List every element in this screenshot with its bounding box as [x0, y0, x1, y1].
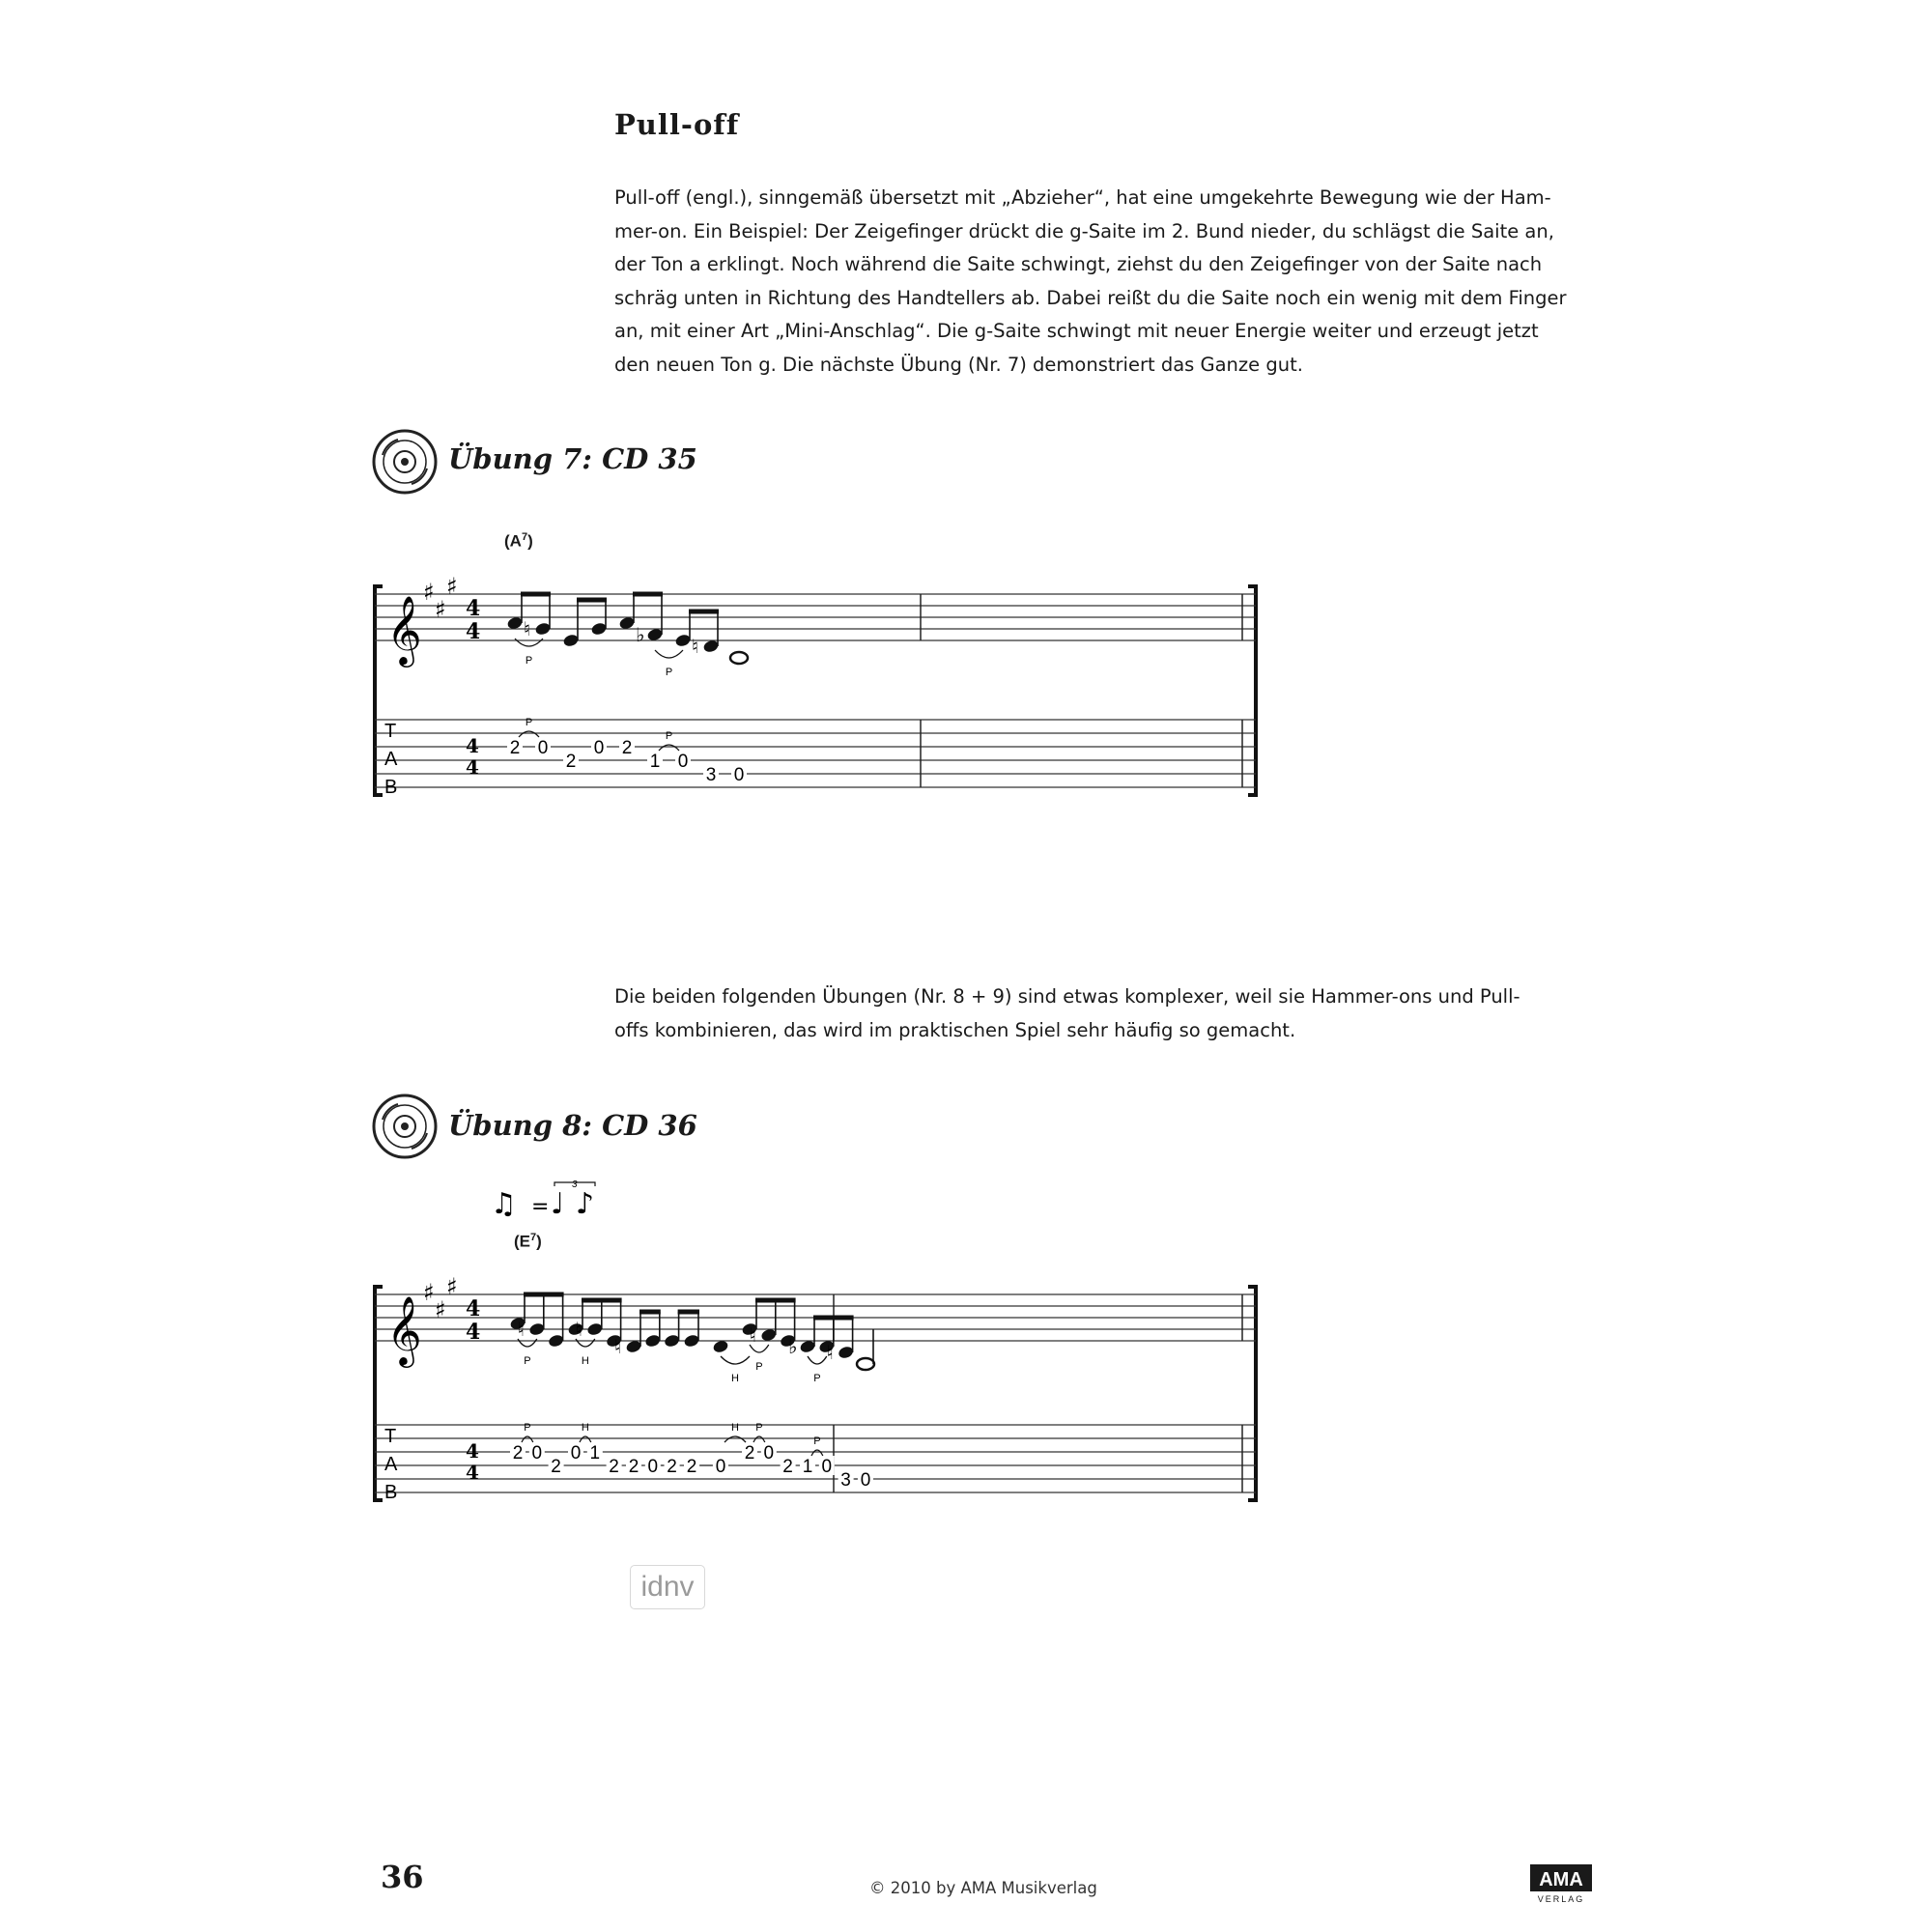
tab-technique-label: H [731, 1422, 739, 1434]
technique-label: P [524, 1355, 531, 1367]
tab-number: 2 [782, 1457, 793, 1477]
tab-letter: T [384, 1426, 397, 1447]
tab-number: 2 [686, 1457, 697, 1477]
tab-number: 2 [512, 1443, 524, 1463]
tab-number: 0 [860, 1470, 871, 1491]
tab-letter: A [384, 749, 398, 770]
swing-eighth: ♪ [576, 1187, 595, 1221]
tab-slur [522, 1436, 533, 1442]
tab-slur [724, 1436, 746, 1442]
copyright-notice: © 2010 by AMA Musikverlag [869, 1879, 1097, 1897]
tab-number: 0 [763, 1443, 775, 1463]
intro-line: schräg unten in Richtung des Handtellers ab. Dabei reißt du die Saite noch ein wenig mit dem Finger [614, 286, 1567, 309]
time-signature-denominator: 4 [466, 619, 481, 644]
cd-icon [371, 428, 439, 496]
swing-rhythm-marking [491, 1177, 616, 1225]
tab-number: 1 [589, 1443, 601, 1463]
tab-number: 2 [509, 738, 521, 758]
slur [808, 1356, 827, 1364]
tab-technique-label: P [665, 730, 673, 742]
tab-technique-label: H [581, 1422, 589, 1434]
key-sharp: ♯ [446, 573, 458, 600]
accidental: ♮ [826, 1341, 834, 1364]
tab-slur [659, 745, 679, 751]
key-sharp: ♯ [435, 596, 446, 623]
tab-number: 0 [593, 738, 605, 758]
watermark: idnv [630, 1565, 705, 1609]
tab-number: 1 [802, 1457, 813, 1477]
exercise-7-title: Übung 7: CD 35 [448, 442, 697, 475]
swing-quarter: ♩ [551, 1187, 565, 1221]
section-heading: Pull-off [614, 108, 740, 141]
swing-equals: = [531, 1195, 550, 1219]
technique-label: H [731, 1373, 739, 1384]
publisher-logo [1528, 1862, 1594, 1905]
tab-time-numerator: 4 [466, 734, 479, 757]
tab-number: 0 [537, 738, 549, 758]
combined-line: offs kombinieren, das wird im praktischen Spiel sehr häufig so gemacht. [614, 1018, 1296, 1041]
logo-sub: VERLAG [1537, 1894, 1585, 1904]
chord-close: ) [536, 1232, 542, 1251]
tab-number: 2 [628, 1457, 639, 1477]
chord-symbol [514, 1232, 542, 1252]
tab-number: 3 [840, 1470, 851, 1491]
slur [655, 650, 683, 658]
accidental: ♮ [517, 1318, 525, 1341]
chord-symbol [504, 531, 533, 552]
tab-number: 0 [647, 1457, 659, 1477]
tab-number: 2 [609, 1457, 619, 1477]
tab-slur [753, 1436, 765, 1442]
tab-slur [580, 1436, 591, 1442]
tab-technique-label: P [524, 1422, 531, 1434]
chord-close: ) [527, 531, 533, 551]
tab-number: 2 [667, 1457, 677, 1477]
tab-number: 0 [733, 765, 745, 785]
tab-number: 2 [744, 1443, 755, 1463]
intro-line: an, mit einer Art „Mini-Anschlag“. Die g-Saite schwingt mit neuer Energie weiter und erzeugt jetzt [614, 320, 1539, 343]
accidental: ♮ [614, 1335, 622, 1358]
swing-eighths: ♫ [491, 1187, 517, 1221]
tab-slur [519, 731, 539, 737]
technique-label: P [755, 1361, 763, 1373]
triplet-number: 3 [572, 1179, 578, 1190]
tab-slur [811, 1450, 823, 1456]
accidental: ♮ [575, 1318, 582, 1341]
treble-clef: 𝄞 [386, 594, 422, 665]
chord-extension: 7 [521, 531, 528, 543]
key-sharp: ♯ [435, 1296, 446, 1323]
system-bracket-right [1248, 1287, 1256, 1500]
exercise-7-notation [365, 565, 1265, 826]
note-head [730, 652, 748, 664]
tab-time-denominator: 4 [466, 755, 479, 779]
chord-root: (E [514, 1232, 530, 1251]
time-signature-denominator: 4 [466, 1320, 481, 1345]
tab-letter: A [384, 1454, 398, 1475]
key-sharp: ♯ [446, 1273, 458, 1300]
tab-number: 2 [551, 1457, 561, 1477]
tab-technique-label: P [755, 1422, 763, 1434]
tab-number: 0 [715, 1457, 726, 1477]
tab-number: 2 [565, 752, 577, 772]
tab-letter: B [384, 1482, 398, 1503]
tab-number: 0 [570, 1443, 582, 1463]
combined-paragraph [614, 980, 1600, 1047]
tab-number: 2 [621, 738, 633, 758]
exercise-8-notation [365, 1265, 1265, 1531]
tab-number: 3 [705, 765, 717, 785]
accidental: ♮ [524, 617, 531, 640]
accidental: ♮ [749, 1323, 756, 1347]
time-signature-numerator: 4 [466, 1296, 481, 1321]
page-number: 36 [381, 1859, 424, 1895]
accidental: ♮ [692, 635, 699, 658]
technique-label: P [813, 1373, 821, 1384]
tab-letter: B [384, 777, 398, 798]
treble-clef: 𝄞 [386, 1294, 422, 1365]
tab-number: 0 [677, 752, 689, 772]
intro-line: den neuen Ton g. Die nächste Übung (Nr. 7) demonstriert das Ganze gut. [614, 353, 1303, 376]
intro-line: mer-on. Ein Beispiel: Der Zeigefinger drückt die g-Saite im 2. Bund nieder, du schlägst die Saite an, [614, 219, 1554, 242]
technique-label: P [525, 655, 533, 667]
intro-paragraph [614, 182, 1600, 383]
tab-time-numerator: 4 [466, 1439, 479, 1463]
key-sharp: ♯ [423, 579, 435, 606]
exercise-8-title: Übung 8: CD 36 [448, 1109, 697, 1142]
tab-letter: T [384, 721, 397, 742]
intro-line: Pull-off (engl.), sinngemäß übersetzt mit „Abzieher“, hat eine umgekehrte Bewegung wie der Ham- [614, 186, 1551, 209]
tab-time-denominator: 4 [466, 1461, 479, 1484]
tab-number: 1 [649, 752, 661, 772]
tab-number: 0 [531, 1443, 543, 1463]
combined-line: Die beiden folgenden Übungen (Nr. 8 + 9) sind etwas komplexer, weil sie Hammer-ons und Pull- [614, 985, 1520, 1008]
tab-number: 0 [821, 1457, 833, 1477]
tab-technique-label: P [813, 1435, 821, 1447]
tab-technique-label: P [525, 717, 533, 728]
technique-label: H [581, 1355, 589, 1367]
accidental: ♭ [788, 1335, 798, 1358]
note-head [857, 1358, 874, 1370]
chord-root: (A [504, 531, 522, 551]
accidental: ♭ [636, 623, 645, 646]
intro-line: der Ton a erklingt. Noch während die Saite schwingt, ziehst du den Zeigefinger von der Saite nach [614, 253, 1543, 276]
technique-label: P [665, 667, 673, 678]
logo-letters: AMA [1539, 1869, 1583, 1890]
system-bracket-left [375, 1287, 383, 1500]
slur [721, 1356, 750, 1364]
cd-icon [371, 1093, 439, 1160]
key-sharp: ♯ [423, 1279, 435, 1306]
time-signature-numerator: 4 [466, 596, 481, 621]
chord-extension: 7 [530, 1232, 537, 1243]
